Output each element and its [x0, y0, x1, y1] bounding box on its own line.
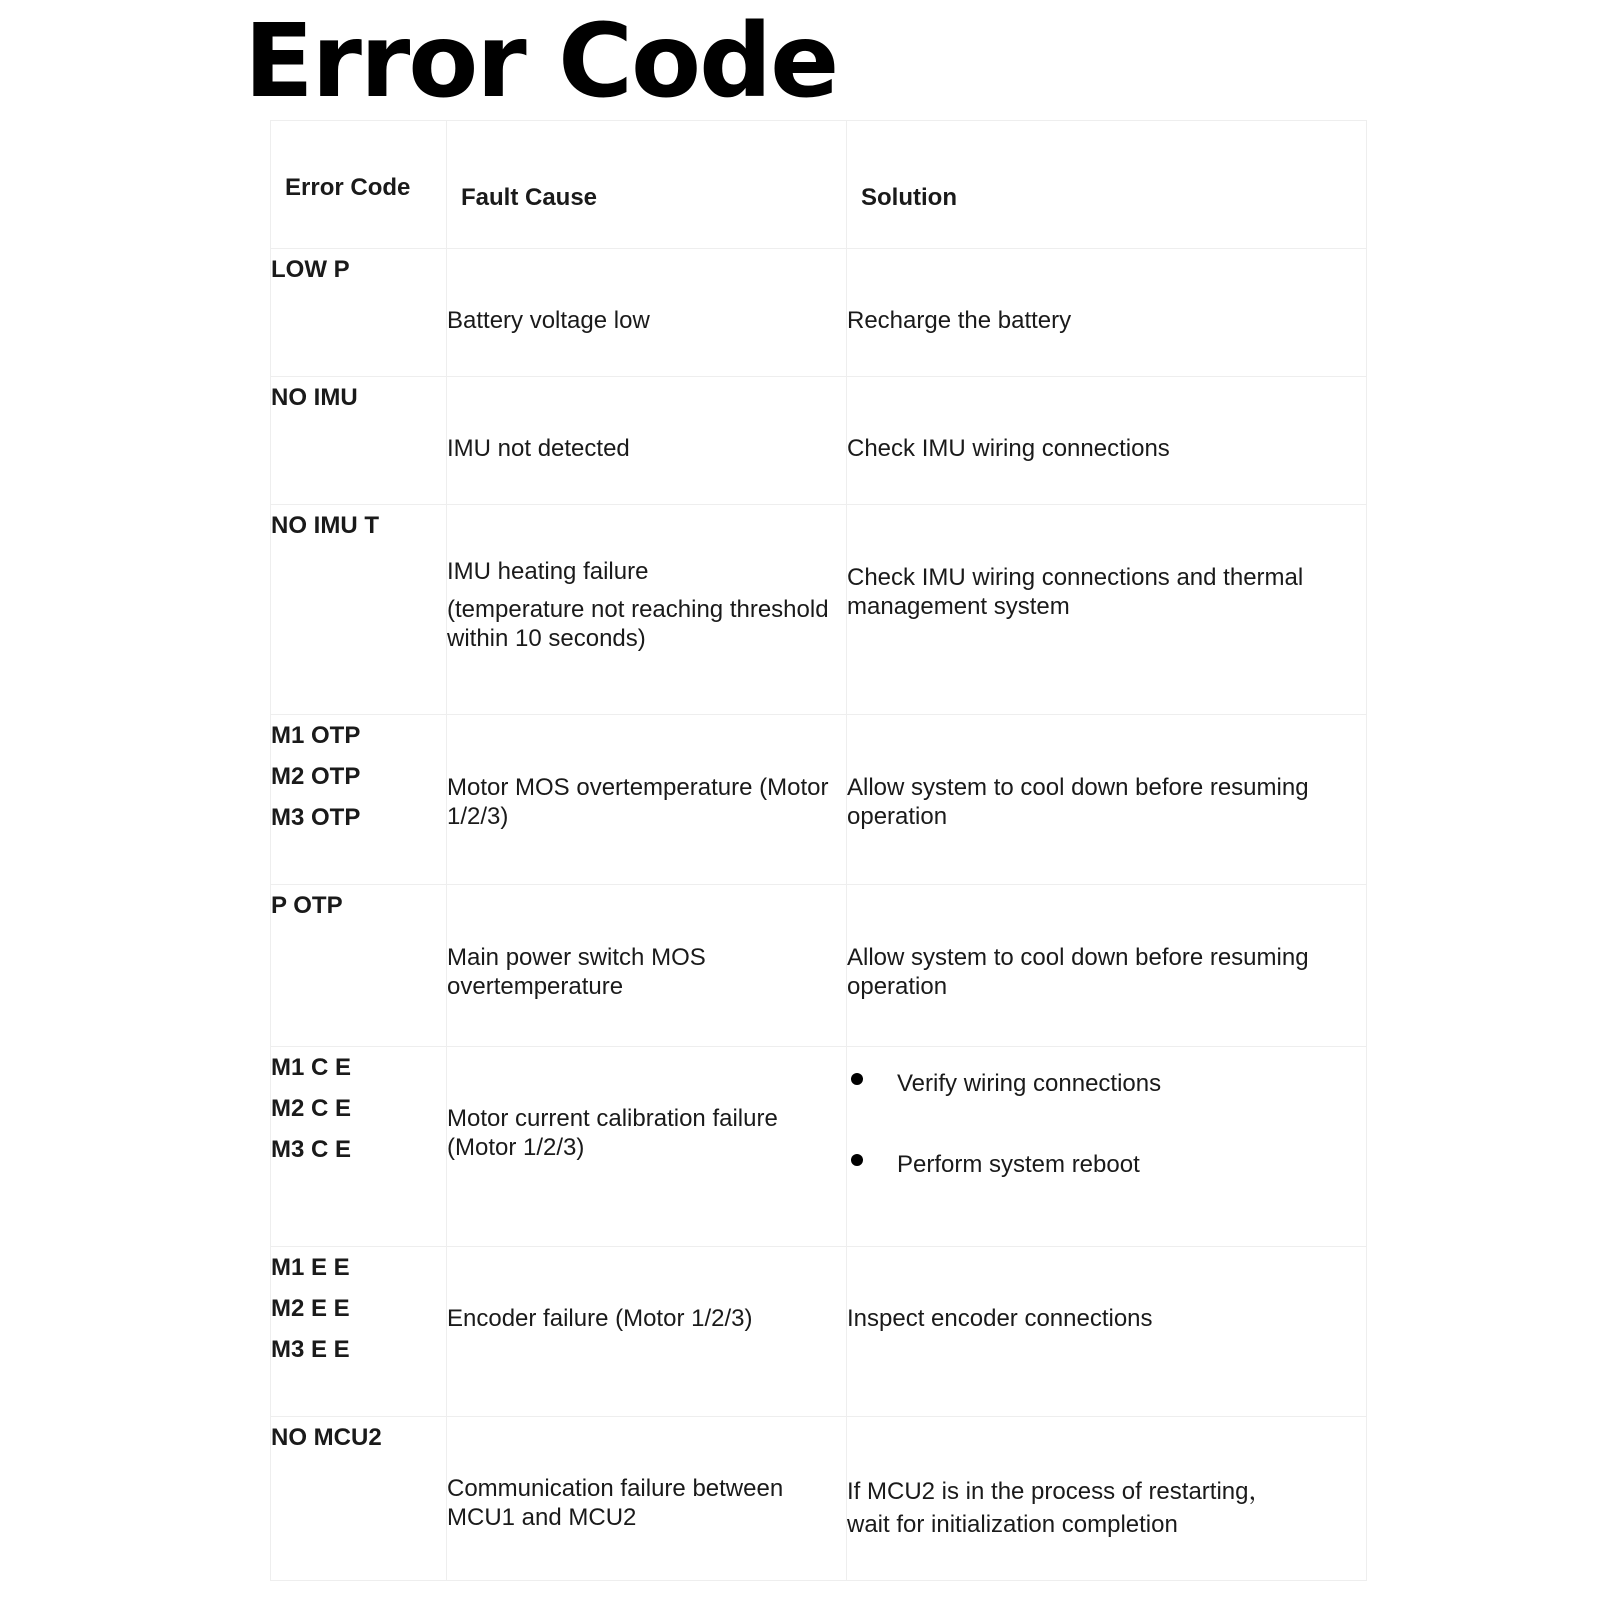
solution-text: Allow system to cool down before resuming operation: [847, 944, 1309, 1000]
list-item: [847, 1150, 1366, 1179]
table-row: [271, 715, 1367, 885]
error-code-cell: [271, 1417, 447, 1581]
table-row: [271, 377, 1367, 505]
error-code: M3 E E: [271, 1336, 350, 1363]
fault-cause-text: Main power switch MOS overtemperature: [447, 944, 706, 1000]
solution-cell: [847, 249, 1367, 377]
error-code: M2 E E: [271, 1295, 350, 1322]
error-code-table: [270, 120, 1367, 1581]
fault-cause-cell: [447, 715, 847, 885]
fault-cause-text: Encoder failure (Motor 1/2/3): [447, 1305, 753, 1332]
solution-text: If MCU2 is in the process of restarting，: [847, 1478, 1273, 1505]
fault-cause-cell: [447, 885, 847, 1047]
error-code-cell: [271, 715, 447, 885]
fault-cause-cell: [447, 1247, 847, 1417]
solution-text: Perform system reboot: [897, 1151, 1140, 1178]
error-code: NO MCU2: [271, 1424, 382, 1451]
error-code-cell: [271, 377, 447, 505]
bullet-icon: [851, 1154, 863, 1166]
fault-cause-text: Motor current calibration failure (Motor 1/2/3): [447, 1105, 778, 1161]
table-row: [271, 249, 1367, 377]
fault-cause-cell: [447, 505, 847, 715]
fault-cause-text: Battery voltage low: [447, 307, 650, 334]
header-fault-cause: Fault Cause: [447, 121, 847, 249]
solution-text: Check IMU wiring connections and thermal management system: [847, 564, 1304, 620]
table-row: [271, 1417, 1367, 1581]
solution-cell: [847, 505, 1367, 715]
header-error-code: Error Code: [271, 121, 447, 249]
error-code: M1 OTP: [271, 722, 361, 749]
fault-cause-detail: (temperature not reaching threshold within 10 seconds): [447, 596, 829, 652]
error-code: M3 OTP: [271, 804, 361, 831]
error-code-cell: [271, 1247, 447, 1417]
error-code: NO IMU T: [271, 512, 379, 539]
solution-text: Recharge the battery: [847, 307, 1072, 334]
solution-cell: [847, 1417, 1367, 1581]
error-code-cell: [271, 505, 447, 715]
error-code: LOW P: [271, 256, 350, 283]
solution-cell: [847, 1247, 1367, 1417]
solution-cell: [847, 885, 1367, 1047]
error-code-cell: [271, 1047, 447, 1247]
table-row: [271, 885, 1367, 1047]
fault-cause-text: IMU heating failure: [447, 558, 649, 585]
solution-text: Check IMU wiring connections: [847, 435, 1170, 462]
solution-text: Verify wiring connections: [897, 1070, 1162, 1097]
fault-cause-text: IMU not detected: [447, 435, 630, 462]
fault-cause-cell: [447, 377, 847, 505]
error-code-cell: [271, 885, 447, 1047]
header-solution: Solution: [847, 121, 1367, 249]
fault-cause-cell: [447, 1417, 847, 1581]
error-code-cell: [271, 249, 447, 377]
error-code: M2 OTP: [271, 763, 361, 790]
solution-bullet-list: [847, 1047, 1366, 1179]
error-code: M1 C E: [271, 1054, 352, 1081]
error-code: M3 C E: [271, 1136, 352, 1163]
page-title: Error Code: [244, 2, 838, 121]
fault-cause-text: Motor MOS overtemperature (Motor 1/2/3): [447, 774, 829, 830]
error-code: P OTP: [271, 892, 343, 919]
error-code: M2 C E: [271, 1095, 352, 1122]
solution-cell: [847, 715, 1367, 885]
solution-cell: [847, 1047, 1367, 1247]
fault-cause-text: Communication failure between MCU1 and MCU2: [447, 1475, 784, 1531]
table-row: [271, 1047, 1367, 1247]
table-header-row: [271, 121, 1367, 249]
solution-cell: [847, 377, 1367, 505]
fault-cause-cell: [447, 1047, 847, 1247]
list-item: [847, 1069, 1366, 1098]
error-code: NO IMU: [271, 384, 358, 411]
fault-cause-cell: [447, 249, 847, 377]
solution-text: Allow system to cool down before resuming operation: [847, 774, 1309, 830]
solution-text-continued: wait for initialization completion: [847, 1511, 1178, 1538]
table-row: [271, 1247, 1367, 1417]
bullet-icon: [851, 1073, 863, 1085]
error-code: M1 E E: [271, 1254, 350, 1281]
solution-text: Inspect encoder connections: [847, 1305, 1153, 1332]
table-row: [271, 505, 1367, 715]
